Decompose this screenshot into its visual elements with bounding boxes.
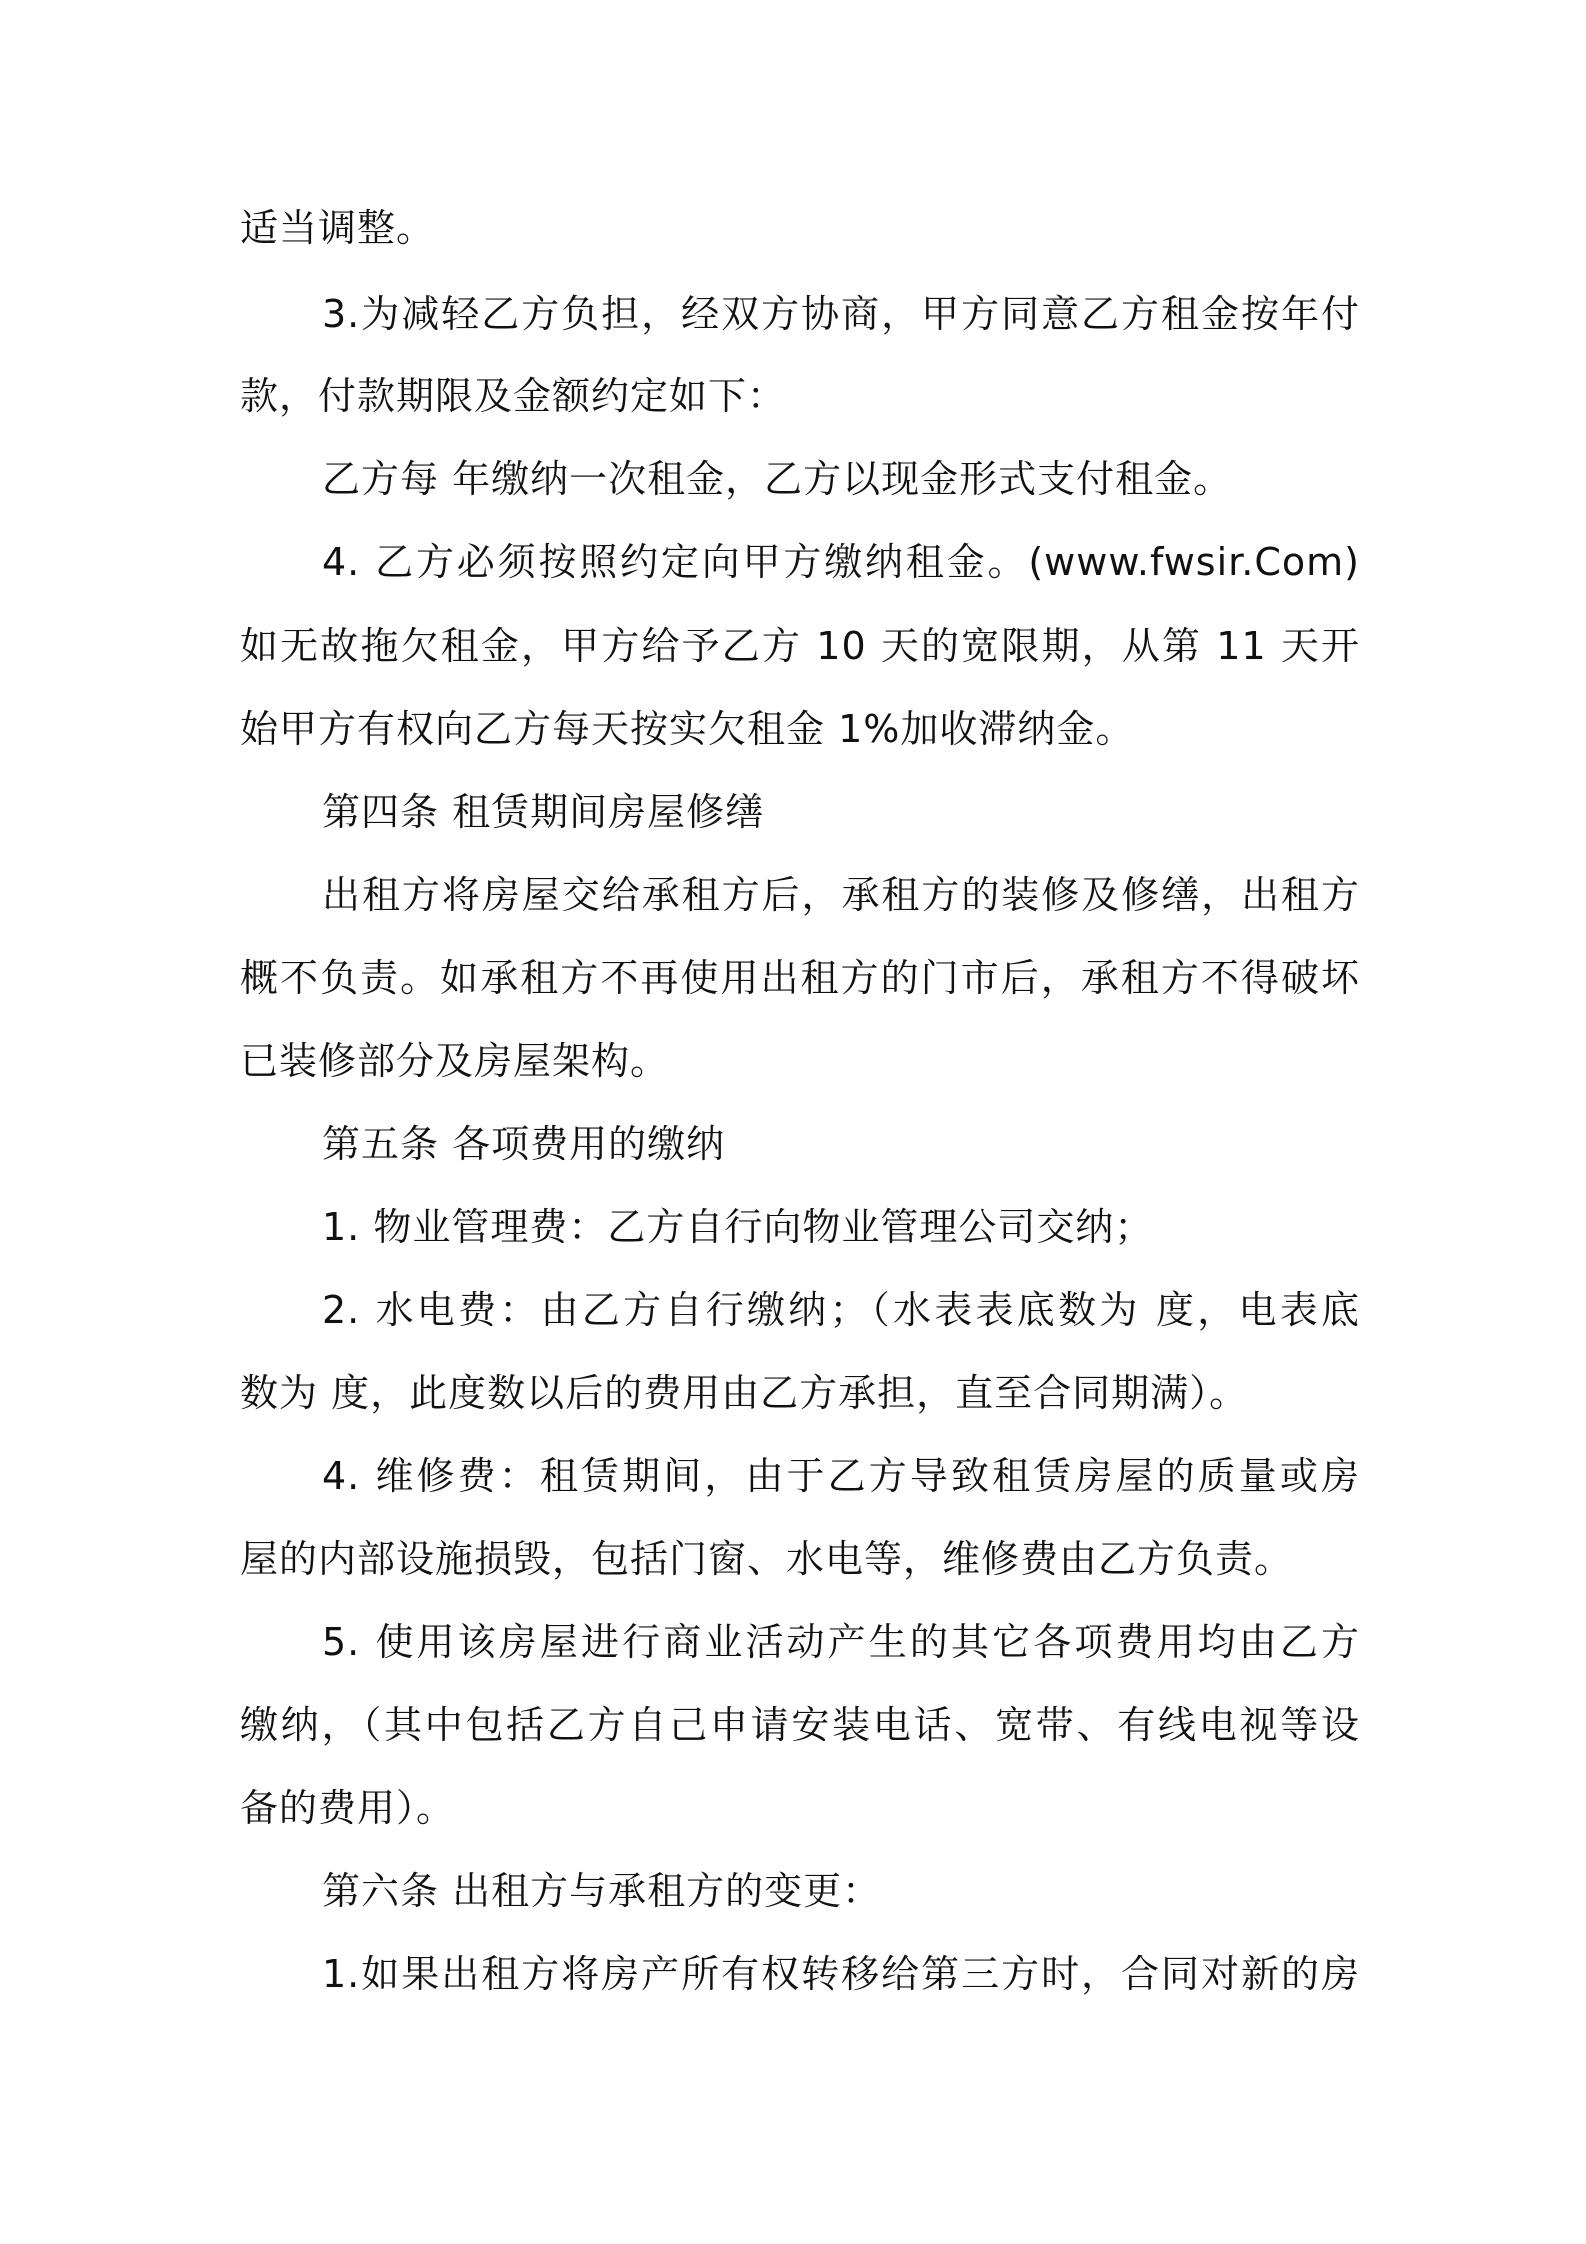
section-heading: 第四条 租赁期间房屋修缮	[322, 790, 765, 834]
text-line: 5. 使用该房屋进行商业活动产生的其它各项费用均由乙方	[322, 1620, 1360, 1664]
text-line: 款，付款期限及金额约定如下：	[240, 374, 787, 418]
text-line: 如无故拖欠租金，甲方给予乙方 10 天的宽限期，从第 11 天开	[240, 624, 1360, 668]
section-heading: 第六条 出租方与承租方的变更：	[322, 1869, 882, 1913]
section-heading: 第五条 各项费用的缴纳	[322, 1122, 726, 1166]
text-line: 1. 物业管理费：乙方自行向物业管理公司交纳；	[322, 1205, 1154, 1249]
text-line: 4. 维修费：租赁期间，由于乙方导致租赁房屋的质量或房	[322, 1454, 1360, 1498]
text-line: 4. 乙方必须按照约定向甲方缴纳租金。(www.fwsir.Com)	[322, 540, 1360, 584]
text-line: 备的费用）。	[240, 1786, 456, 1830]
text-line: 1.如果出租方将房产所有权转移给第三方时，合同对新的房	[322, 1952, 1360, 1996]
text-line: 始甲方有权向乙方每天按实欠租金 1%加收滞纳金。	[240, 707, 1135, 751]
text-line: 缴纳，（其中包括乙方自己申请安装电话、宽带、有线电视等设	[240, 1703, 1360, 1747]
text-line: 适当调整。	[240, 206, 436, 250]
text-line: 数为 度，此度数以后的费用由乙方承担，直至合同期满）。	[240, 1371, 1249, 1415]
text-line: 3.为减轻乙方负担，经双方协商，甲方同意乙方租金按年付	[322, 292, 1360, 336]
text-line: 出租方将房屋交给承租方后，承租方的装修及修缮，出租方	[322, 873, 1360, 917]
text-line: 已装修部分及房屋架构。	[240, 1039, 670, 1083]
text-line: 2. 水电费：由乙方自行缴纳；（水表表底数为 度，电表底	[322, 1288, 1360, 1332]
text-line: 概不负责。如承租方不再使用出租方的门市后，承租方不得破坏	[240, 956, 1360, 1000]
text-line: 屋的内部设施损毁，包括门窗、水电等，维修费由乙方负责。	[240, 1537, 1294, 1581]
text-line: 乙方每 年缴纳一次租金，乙方以现金形式支付租金。	[322, 457, 1233, 501]
